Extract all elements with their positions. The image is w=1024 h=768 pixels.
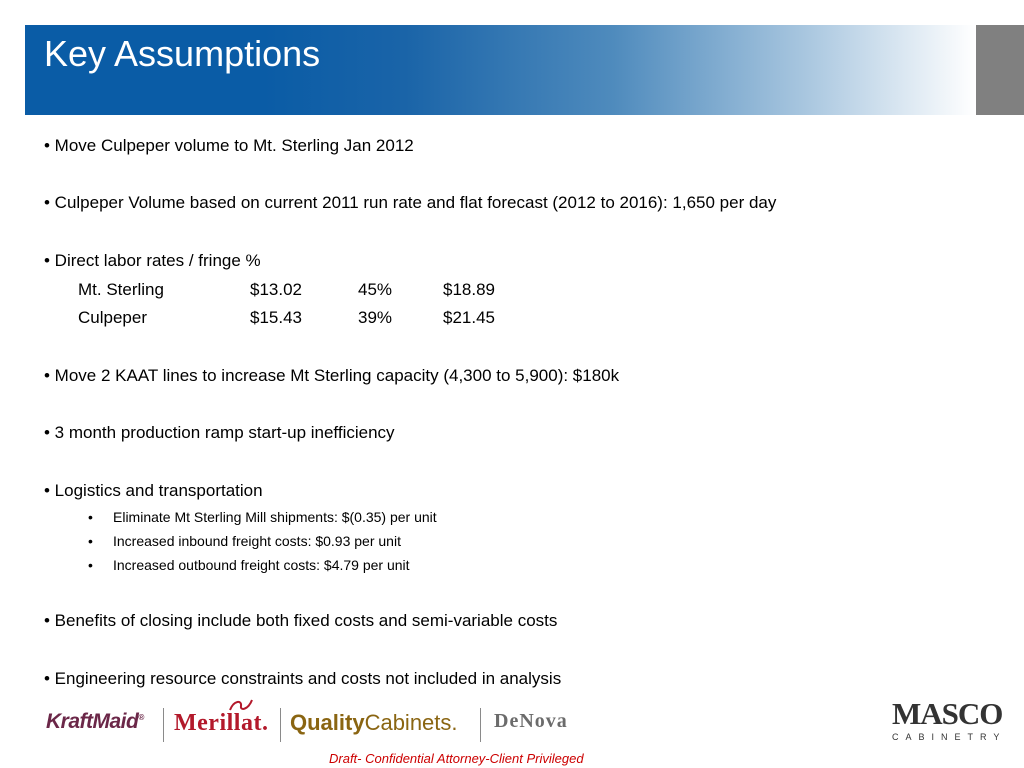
gray-corner-tab (976, 25, 1024, 115)
merillat-ribbon-icon (228, 698, 254, 712)
labor-fringe: 39% (358, 308, 393, 327)
labor-location: Culpeper (78, 308, 147, 327)
bullet-kaat-lines: • Move 2 KAAT lines to increase Mt Sterling capacity (4,300 to 5,900): $180k (44, 366, 620, 385)
quality-logo-bold: Quality (290, 710, 365, 735)
merillat-logo-text: Merillat. (174, 710, 269, 736)
bullet-ramp-inefficiency: • 3 month production ramp start-up inefficiency (44, 423, 395, 442)
bullet-labor-rates: • Direct labor rates / fringe % (44, 251, 261, 270)
confidential-footer: Draft- Confidential Attorney-Client Privileged (329, 751, 584, 766)
labor-location: Mt. Sterling (78, 280, 164, 299)
logistics-item-text: Increased inbound freight costs: $0.93 per unit (113, 533, 401, 549)
labor-fringe: 45% (358, 280, 393, 299)
kraftmaid-logo: KraftMaid® (46, 710, 144, 733)
sub-bullet-glyph: • (88, 557, 93, 573)
labor-total: $18.89 (443, 280, 495, 299)
labor-rate: $15.43 (250, 308, 302, 327)
merillat-logo (174, 710, 268, 737)
quality-cabinets-logo (290, 710, 458, 736)
brand-divider (480, 708, 481, 742)
bullet-logistics: • Logistics and transportation (44, 481, 263, 500)
bullet-culpeper-volume: • Culpeper Volume based on current 2011 run rate and flat forecast (2012 to 2016): 1,650 per day (44, 193, 777, 212)
bullet-benefits: • Benefits of closing include both fixed costs and semi-variable costs (44, 611, 558, 630)
masco-cabinetry-logo (890, 696, 1006, 746)
quality-logo-light: Cabinets. (364, 710, 458, 735)
logistics-item-text: Increased outbound freight costs: $4.79 per unit (113, 557, 410, 573)
labor-total: $21.45 (443, 308, 495, 327)
labor-rate: $13.02 (250, 280, 302, 299)
kraftmaid-logo-text: KraftMaid (46, 710, 139, 733)
bullet-engineering: • Engineering resource constraints and costs not included in analysis (44, 669, 562, 688)
bullet-move-volume: • Move Culpeper volume to Mt. Sterling Jan 2012 (44, 136, 414, 155)
masco-logo-subtitle: CABINETRY (892, 732, 1007, 742)
sub-bullet-glyph: • (88, 533, 93, 549)
slide-title: Key Assumptions (44, 33, 321, 74)
title-bar (25, 25, 975, 115)
masco-logo-name: MASCO (892, 696, 1003, 731)
sub-bullet-glyph: • (88, 509, 93, 525)
brand-divider (280, 708, 281, 742)
brand-logo-strip (46, 700, 606, 750)
logistics-item-text: Eliminate Mt Sterling Mill shipments: $(0.35) per unit (113, 509, 437, 525)
denova-logo (494, 710, 568, 733)
brand-divider (163, 708, 164, 742)
denova-logo-text: DeNova (494, 710, 568, 732)
